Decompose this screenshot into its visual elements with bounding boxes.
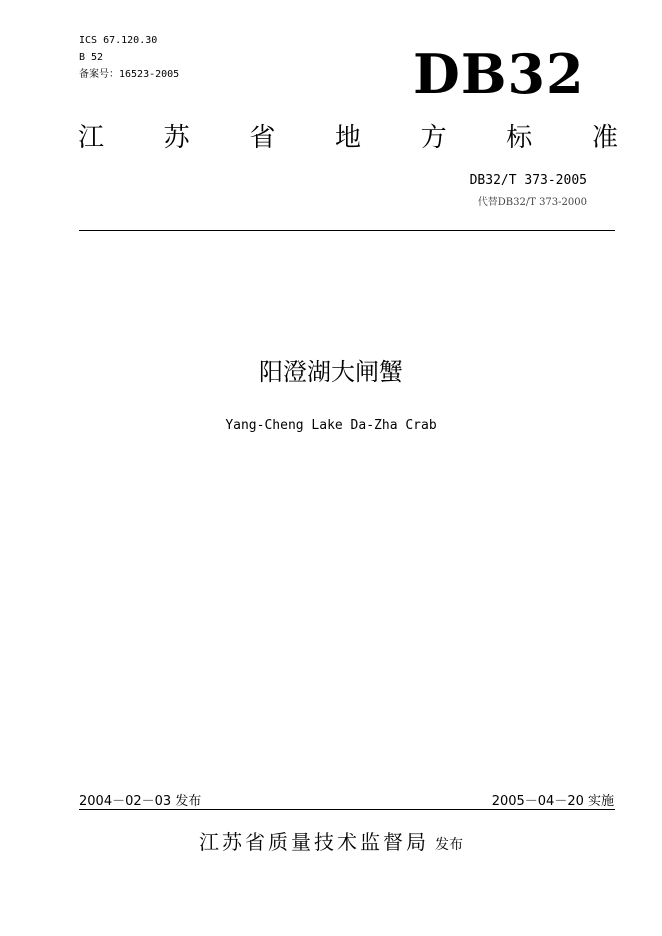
standard-logo: DB32 (413, 42, 585, 106)
standard-type-char: 准 (591, 123, 618, 153)
standard-type-char: 苏 (163, 123, 190, 153)
standard-type-char: 标 (506, 123, 533, 153)
ccs-code: B 52 (79, 52, 104, 63)
document-title-cn: 阳澄湖大闸蟹 (259, 358, 403, 386)
standard-number: DB32/T 373-2005 (469, 173, 587, 188)
standard-type-char: 地 (334, 123, 361, 153)
replaces-standard: 代替DB32/T 373-2000 (477, 197, 587, 208)
publisher (0, 826, 662, 855)
ics-code: ICS 67.120.30 (79, 35, 158, 46)
implementation-date: 2005－04－20 实施 (491, 794, 614, 809)
record-number: 备案号：16523-2005 (79, 69, 180, 80)
document-title-en: Yang-Cheng Lake Da-Zha Crab (225, 418, 437, 433)
standard-type-char: 方 (420, 123, 447, 153)
standard-type-title (78, 120, 618, 156)
publisher-name: 江苏省质量技术监督局 (199, 830, 429, 854)
standard-type-char: 省 (249, 123, 276, 153)
header-divider (79, 230, 615, 231)
standard-type-char: 江 (78, 123, 105, 153)
footer-divider (79, 809, 615, 810)
publisher-suffix: 发布 (435, 837, 463, 853)
issue-date: 2004－02－03 发布 (79, 794, 202, 809)
